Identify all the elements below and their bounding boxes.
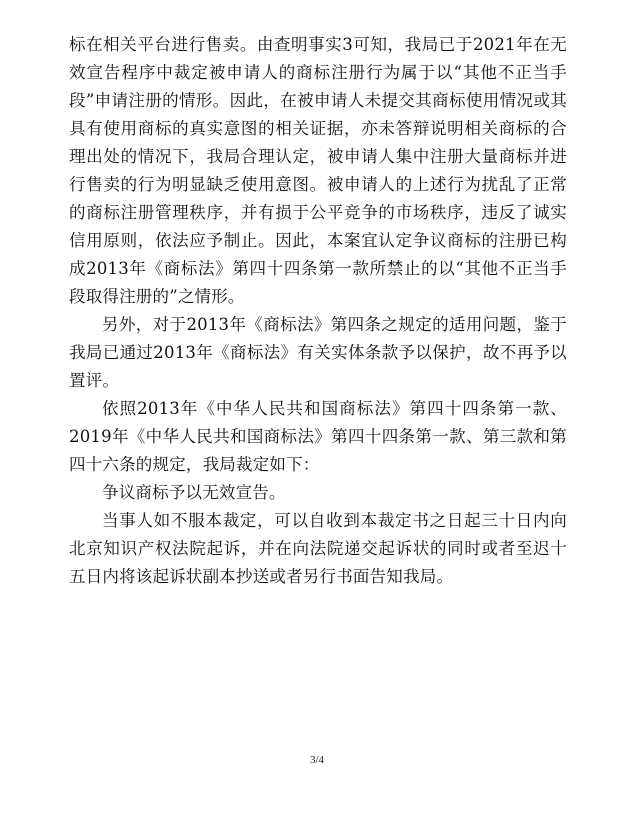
paragraph-continued-reasoning: 标在相关平台进行售卖。由查明事实3可知，我局已于2021年在无效宣告程序中裁定被申请人的商标注册行为属于以“其他不正当手段”申请注册的情形。因此，在被申请人未提交其商标使用情况或其具有使用商标的真实意图的相关证据，亦未答辩说明相关商标的合理出处的情况下，我局合理认定，被申请人集中注册大量商标并进行售卖的行为明显缺乏使用意图。被申请人的上述行为扰乱了正常的商标注册管理秩序，并有损于公平竞争的市场秩序，违反了诚实信用原则，依法应予制止。因此，本案宜认定争议商标的注册已构成2013年《商标法》第四十四条第一款所禁止的以“其他不正当手段取得注册的”之情形。 — [69, 35, 567, 306]
paragraph-article-four: 另外，对于2013年《商标法》第四条之规定的适用问题，鉴于我局已通过2013年《商标法》有关实体条款予以保护，故不再予以置评。 — [69, 315, 567, 390]
paragraph-legal-basis: 依照2013年《中华人民共和国商标法》第四十四条第一款、2019年《中华人民共和国商标法》第四十四条第一款、第三款和第四十六条的规定，我局裁定如下： — [69, 399, 567, 474]
paragraph-ruling: 争议商标予以无效宣告。 — [102, 483, 286, 502]
document-body — [69, 31, 567, 591]
page-number: 3/4 — [309, 754, 325, 766]
paragraph-appeal-notice: 当事人如不服本裁定，可以自收到本裁定书之日起三十日内向北京知识产权法院起诉，并在向法院递交起诉状的同时或者至迟十五日内将该起诉状副本抄送或者另行书面告知我局。 — [69, 511, 567, 586]
